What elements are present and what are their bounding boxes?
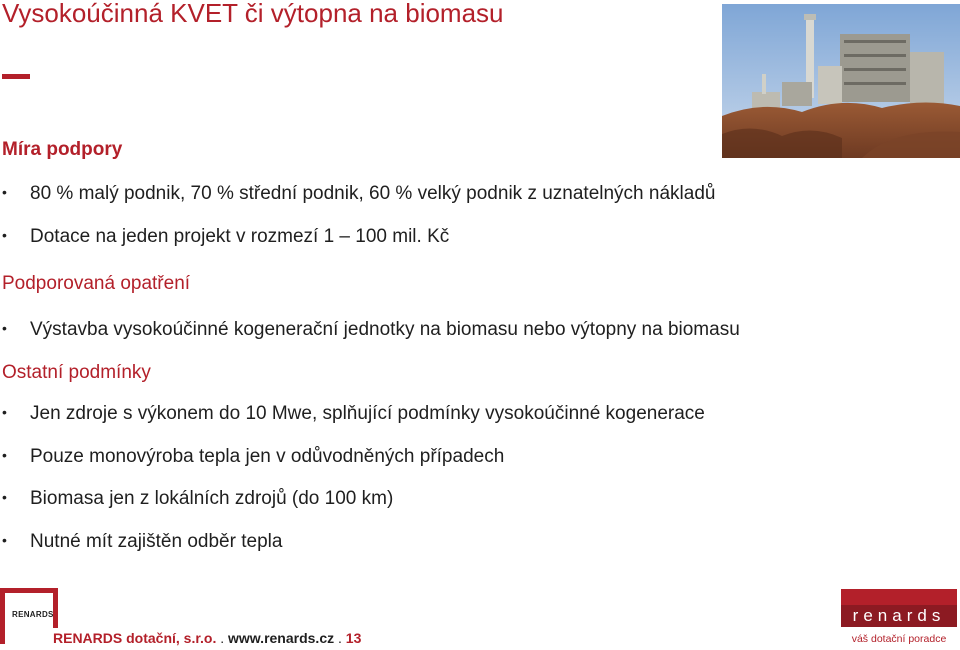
logo-frame-top xyxy=(0,588,58,593)
section-heading-other-conditions: Ostatní podmínky xyxy=(2,362,151,383)
bullet-text: 80 % malý podnik, 70 % střední podnik, 60 % velký podnik z uznatelných nákladů xyxy=(30,183,716,204)
logo-frame-right xyxy=(53,588,58,628)
section-heading-support-rate: Míra podpory xyxy=(2,139,123,160)
footer-separator: . xyxy=(220,630,225,646)
bullet-text: Pouze monovýroba tepla jen v odůvodněných případech xyxy=(30,446,505,467)
logo-frame-left xyxy=(0,588,5,644)
footer-info xyxy=(53,630,361,646)
bullet-text: Biomasa jen z lokálních zdrojů (do 100 km) xyxy=(30,488,394,509)
bullet-glyph: • xyxy=(2,447,7,463)
bullet-glyph: • xyxy=(2,184,7,200)
brand-name: renards xyxy=(852,606,946,625)
title-underline-dash xyxy=(2,74,30,79)
bullet-local-biomass xyxy=(0,488,393,510)
biomass-plant-photo xyxy=(722,4,960,158)
footer-company: RENARDS dotační, s.r.o. xyxy=(53,630,217,646)
renards-small-logo xyxy=(0,588,58,644)
bullet-glyph: • xyxy=(2,404,7,420)
bullet-output-limit xyxy=(0,403,705,425)
bullet-text: Výstavba vysokoúčinné kogenerační jednotky na biomasu nebo výtopny na biomasu xyxy=(30,319,740,340)
bullet-heat-offtake xyxy=(0,531,282,553)
footer-page-number: 13 xyxy=(345,630,362,646)
footer-website[interactable]: www.renards.cz xyxy=(228,630,335,646)
brand-top-bar xyxy=(841,589,957,605)
bullet-heat-only xyxy=(0,446,504,468)
bullet-text: Jen zdroje s výkonem do 10 Mwe, splňující podmínky vysokoúčinné kogenerace xyxy=(30,403,705,424)
bullet-glyph: • xyxy=(2,227,7,243)
slide-title: Vysokoúčinná KVET či výtopna na biomasu xyxy=(2,0,504,28)
small-logo-text: RENARDS xyxy=(12,610,54,619)
bullet-grant-range xyxy=(0,226,449,248)
footer-separator: . xyxy=(338,630,342,646)
bullet-construction xyxy=(0,319,740,341)
section-heading-supported-measures: Podporovaná opatření xyxy=(2,273,191,294)
renards-brand-logo xyxy=(841,589,957,647)
bullet-support-rate xyxy=(0,183,715,205)
bullet-text: Nutné mít zajištěn odběr tepla xyxy=(30,531,283,552)
bullet-text: Dotace na jeden projekt v rozmezí 1 – 100 mil. Kč xyxy=(30,226,450,247)
bullet-glyph: • xyxy=(2,532,7,548)
bullet-glyph: • xyxy=(2,320,7,336)
bullet-glyph: • xyxy=(2,489,7,505)
brand-tagline: váš dotační poradce xyxy=(851,633,947,645)
